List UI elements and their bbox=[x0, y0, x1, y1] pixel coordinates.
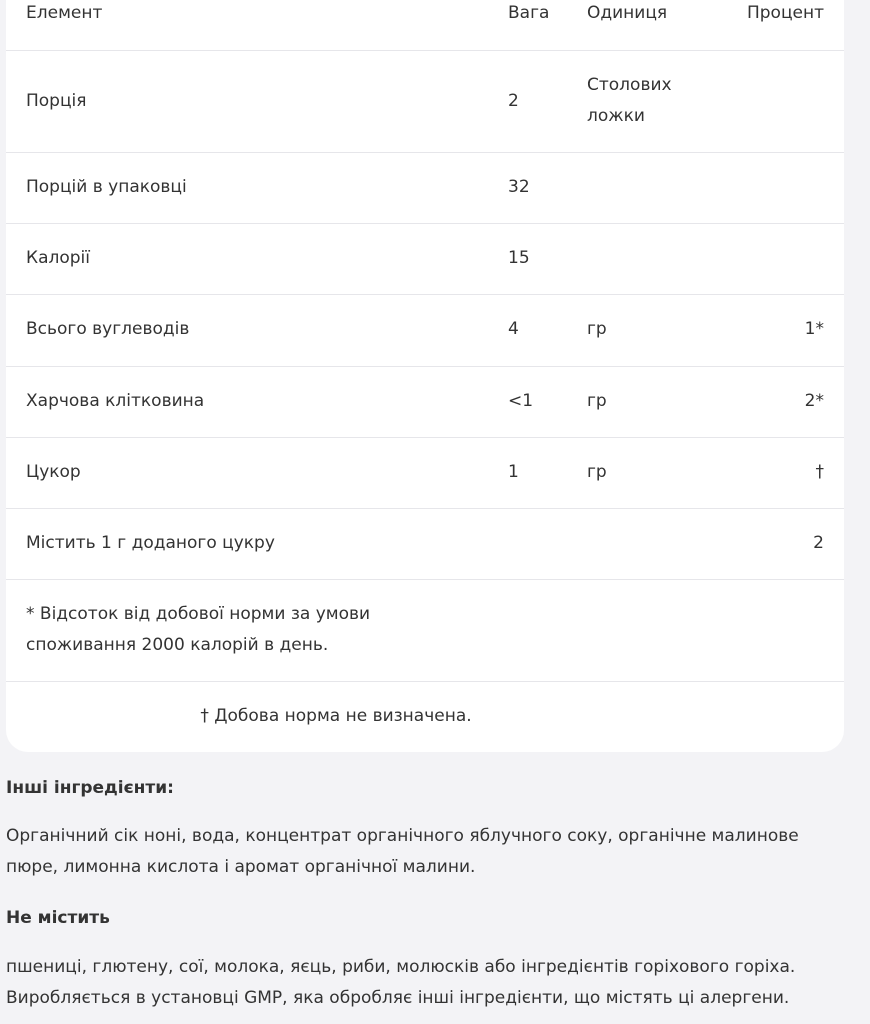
table-row bbox=[6, 51, 844, 153]
row-element: Харчова клітковина bbox=[26, 391, 205, 411]
table-row bbox=[6, 295, 844, 367]
header-weight: Вага bbox=[508, 3, 550, 23]
row-weight: 2 bbox=[508, 91, 519, 111]
row-percent: 1* bbox=[804, 319, 824, 339]
row-element: Калорії bbox=[26, 248, 90, 268]
other-ingredients-text: Органічний сік ноні, вода, концентрат органічного яблучного соку, органічне малинове пюре, лимонна кислота і аромат органічної малини. bbox=[6, 826, 799, 877]
free-from-heading: Не містить bbox=[6, 908, 110, 928]
row-unit: гр bbox=[587, 462, 607, 482]
row-unit: Столових ложки bbox=[587, 75, 672, 126]
header-element: Елемент bbox=[26, 3, 103, 23]
row-percent: † bbox=[815, 462, 824, 482]
percent-footnote: * Відсоток від добової норми за умови споживання 2000 калорій в день. bbox=[26, 604, 371, 655]
table-row bbox=[6, 224, 844, 295]
table-row bbox=[6, 438, 844, 509]
free-from-text: пшениці, глютену, сої, молока, яєць, риби, молюсків або інгредієнтів горіхового горіха. Виробляється в установці GMP, яка обробляє інші інгредієнти, що містять ці алергени. bbox=[6, 957, 796, 1008]
dagger-footnote: † Добова норма не визначена. bbox=[200, 706, 472, 726]
row-element: Порцій в упаковці bbox=[26, 177, 187, 197]
row-weight: 4 bbox=[508, 319, 519, 339]
table-row bbox=[6, 509, 844, 580]
row-weight: <1 bbox=[508, 391, 534, 411]
row-weight: 32 bbox=[508, 177, 530, 197]
table-row bbox=[6, 367, 844, 438]
row-weight: 1 bbox=[508, 462, 519, 482]
footnote-row bbox=[6, 580, 844, 682]
row-unit: гр bbox=[587, 319, 607, 339]
header-unit: Одиниця bbox=[587, 3, 668, 23]
header-percent: Процент bbox=[746, 3, 824, 23]
row-weight: 15 bbox=[508, 248, 530, 268]
row-element: Всього вуглеводів bbox=[26, 319, 190, 339]
row-element: Цукор bbox=[26, 462, 81, 482]
row-percent: 2* bbox=[804, 391, 824, 411]
other-ingredients-heading: Інші інгредієнти: bbox=[6, 778, 174, 798]
row-unit: гр bbox=[587, 391, 607, 411]
row-element: Містить 1 г доданого цукру bbox=[26, 533, 275, 553]
nutrition-facts-card bbox=[6, 0, 844, 752]
table-header-row bbox=[6, 0, 844, 51]
row-percent: 2 bbox=[813, 533, 824, 553]
table-row bbox=[6, 153, 844, 224]
row-element: Порція bbox=[26, 91, 87, 111]
